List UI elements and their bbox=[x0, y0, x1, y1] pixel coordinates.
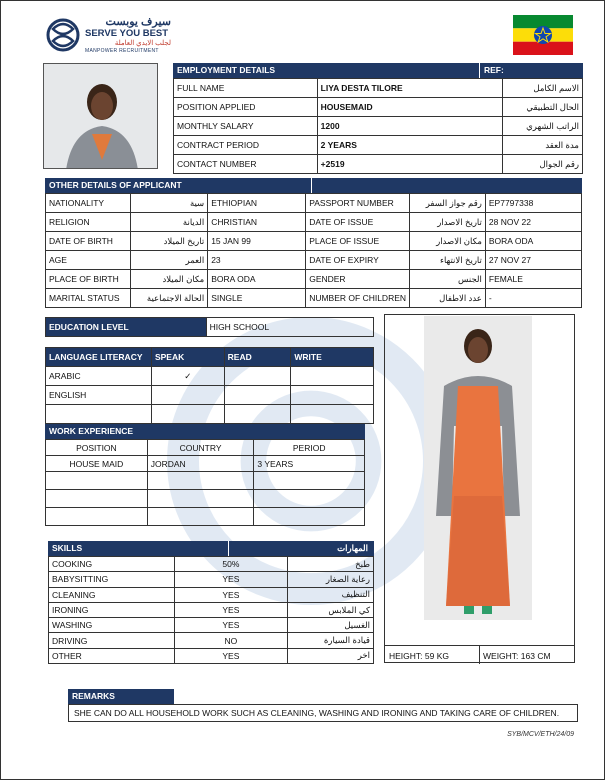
skills-table bbox=[48, 556, 374, 664]
work-experience-section bbox=[45, 424, 365, 526]
work-country: JORDAN bbox=[147, 456, 254, 472]
language-empty-row bbox=[46, 405, 374, 424]
logo-name: SERVE YOU BEST bbox=[85, 28, 169, 39]
empty-cell bbox=[147, 472, 254, 490]
skill-level: YES bbox=[174, 572, 288, 587]
other-details-row bbox=[46, 289, 582, 308]
skill-name: COOKING bbox=[49, 557, 175, 572]
skills-section bbox=[48, 541, 374, 664]
language-table bbox=[45, 347, 374, 424]
company-logo bbox=[45, 15, 175, 59]
employment-header-title: EMPLOYMENT DETAILS bbox=[177, 65, 276, 75]
detail-value: 15 JAN 99 bbox=[208, 232, 306, 251]
language-write bbox=[291, 367, 374, 386]
detail-value: BORA ODA bbox=[208, 270, 306, 289]
other-details-section bbox=[45, 178, 582, 308]
skill-name: DRIVING bbox=[49, 633, 175, 648]
language-name: ENGLISH bbox=[46, 386, 152, 405]
language-write bbox=[291, 386, 374, 405]
remarks-header: REMARKS bbox=[68, 689, 174, 704]
detail-value: CHRISTIAN bbox=[208, 213, 306, 232]
other-details-row bbox=[46, 232, 582, 251]
skill-arabic: التنظيف bbox=[288, 587, 374, 602]
employment-label: MONTHLY SALARY bbox=[174, 117, 318, 136]
detail-label: AGE bbox=[46, 251, 131, 270]
detail-arabic-label: تاريخ الاصدار bbox=[410, 213, 486, 232]
skill-name: CLEANING bbox=[49, 587, 175, 602]
detail-arabic-label: تاريخ الميلاد bbox=[131, 232, 208, 251]
detail-arabic-label: مكان الاصدار bbox=[410, 232, 486, 251]
detail-arabic-label: الديانة bbox=[131, 213, 208, 232]
detail-label: RELIGION bbox=[46, 213, 131, 232]
detail-value: 23 bbox=[208, 251, 306, 270]
employment-label: POSITION APPLIED bbox=[174, 98, 318, 117]
skill-row bbox=[49, 602, 374, 617]
language-column-header: LANGUAGE LITERACY bbox=[46, 348, 152, 367]
employment-value: 1200 bbox=[317, 117, 502, 136]
empty-cell bbox=[46, 472, 148, 490]
full-body-photo bbox=[424, 316, 532, 620]
skill-arabic: كي الملابس bbox=[288, 602, 374, 617]
education-label: EDUCATION LEVEL bbox=[46, 318, 207, 337]
language-name: ARABIC bbox=[46, 367, 152, 386]
education-table bbox=[45, 317, 374, 337]
language-read bbox=[224, 367, 291, 386]
employment-table bbox=[173, 78, 583, 174]
employment-row bbox=[174, 79, 583, 98]
language-column-header: SPEAK bbox=[151, 348, 224, 367]
skill-row bbox=[49, 572, 374, 587]
weight-value: WEIGHT: 163 CM bbox=[483, 651, 551, 661]
work-experience-table bbox=[45, 439, 365, 526]
language-row bbox=[46, 367, 374, 386]
skills-title: SKILLS bbox=[52, 543, 83, 553]
employment-label: CONTRACT PERIOD bbox=[174, 136, 318, 155]
other-details-table bbox=[45, 193, 582, 308]
language-read bbox=[224, 386, 291, 405]
employment-value: +2519 bbox=[317, 155, 502, 174]
detail-label: DATE OF ISSUE bbox=[306, 213, 410, 232]
work-column-header: POSITION bbox=[46, 440, 148, 456]
work-empty-row bbox=[46, 490, 365, 508]
empty-cell bbox=[46, 490, 148, 508]
language-speak bbox=[151, 386, 224, 405]
education-value: HIGH SCHOOL bbox=[206, 318, 373, 337]
ref-label: REF: bbox=[479, 63, 504, 78]
skill-name: BABYSITTING bbox=[49, 572, 175, 587]
skill-arabic: الغسيل bbox=[288, 618, 374, 633]
skill-level: YES bbox=[174, 587, 288, 602]
detail-label: PASSPORT NUMBER bbox=[306, 194, 410, 213]
work-experience-header: WORK EXPERIENCE bbox=[45, 424, 365, 439]
full-body-photo-panel bbox=[384, 314, 575, 663]
skill-level: 50% bbox=[174, 557, 288, 572]
language-speak: ✓ bbox=[151, 367, 224, 386]
skill-level: YES bbox=[174, 648, 288, 663]
skill-row bbox=[49, 633, 374, 648]
footer-code: SYB/MCV/ETH/24/09 bbox=[507, 731, 574, 738]
other-details-row bbox=[46, 213, 582, 232]
other-details-title: OTHER DETAILS OF APPLICANT bbox=[49, 180, 182, 190]
skills-title-arabic: المهارات bbox=[337, 543, 368, 553]
work-column-header: PERIOD bbox=[254, 440, 365, 456]
detail-value: FEMALE bbox=[485, 270, 581, 289]
employment-row bbox=[174, 117, 583, 136]
skill-level: YES bbox=[174, 602, 288, 617]
detail-arabic-label: الحالة الاجتماعية bbox=[131, 289, 208, 308]
detail-arabic-label: تاريخ الانتهاء bbox=[410, 251, 486, 270]
skill-level: NO bbox=[174, 633, 288, 648]
skill-name: WASHING bbox=[49, 618, 175, 633]
employment-label: CONTACT NUMBER bbox=[174, 155, 318, 174]
detail-label: PLACE OF BIRTH bbox=[46, 270, 131, 289]
detail-arabic-label: مكان الميلاد bbox=[131, 270, 208, 289]
detail-arabic-label: سية bbox=[131, 194, 208, 213]
portrait-photo bbox=[43, 63, 158, 169]
employment-row bbox=[174, 155, 583, 174]
employment-value: LIYA DESTA TILORE bbox=[317, 79, 502, 98]
employment-arabic-label: الراتب الشهري bbox=[503, 117, 583, 136]
empty-cell bbox=[224, 405, 291, 424]
skills-header bbox=[48, 541, 374, 556]
language-column-header: READ bbox=[224, 348, 291, 367]
detail-label: MARITAL STATUS bbox=[46, 289, 131, 308]
work-column-header: COUNTRY bbox=[147, 440, 254, 456]
other-details-row bbox=[46, 270, 582, 289]
employment-header bbox=[173, 63, 583, 78]
detail-value: SINGLE bbox=[208, 289, 306, 308]
detail-arabic-label: رقم جواز السفر bbox=[410, 194, 486, 213]
detail-label: DATE OF EXPIRY bbox=[306, 251, 410, 270]
other-details-header bbox=[45, 178, 582, 193]
detail-arabic-label: الجنس bbox=[410, 270, 486, 289]
work-empty-row bbox=[46, 508, 365, 526]
empty-cell bbox=[46, 508, 148, 526]
height-value: HEIGHT: 59 KG bbox=[389, 651, 449, 661]
language-column-header: WRITE bbox=[291, 348, 374, 367]
ethiopia-flag-icon bbox=[513, 15, 573, 55]
empty-cell bbox=[147, 508, 254, 526]
employment-row bbox=[174, 98, 583, 117]
work-row bbox=[46, 456, 365, 472]
skill-row bbox=[49, 618, 374, 633]
work-empty-row bbox=[46, 472, 365, 490]
skill-name: OTHER bbox=[49, 648, 175, 663]
logo-arabic: سيرف يوبست bbox=[105, 16, 171, 28]
empty-cell bbox=[46, 405, 152, 424]
detail-value: ETHIOPIAN bbox=[208, 194, 306, 213]
employment-row bbox=[174, 136, 583, 155]
empty-cell bbox=[254, 490, 365, 508]
knot-logo-icon bbox=[45, 15, 81, 55]
empty-cell bbox=[254, 508, 365, 526]
detail-value: 28 NOV 22 bbox=[485, 213, 581, 232]
detail-value: EP7797338 bbox=[485, 194, 581, 213]
employment-arabic-label: الاسم الكامل bbox=[503, 79, 583, 98]
language-row bbox=[46, 386, 374, 405]
skill-row bbox=[49, 587, 374, 602]
detail-label: NATIONALITY bbox=[46, 194, 131, 213]
other-details-row bbox=[46, 251, 582, 270]
employment-value: HOUSEMAID bbox=[317, 98, 502, 117]
employment-arabic-label: الحال التطبيقي bbox=[503, 98, 583, 117]
employment-arabic-label: مدة العقد bbox=[503, 136, 583, 155]
detail-label: NUMBER OF CHILDREN bbox=[306, 289, 410, 308]
logo-subtitle: MANPOWER RECRUITMENT bbox=[85, 48, 159, 54]
skill-level: YES bbox=[174, 618, 288, 633]
detail-value: BORA ODA bbox=[485, 232, 581, 251]
detail-value: 27 NOV 27 bbox=[485, 251, 581, 270]
skill-row bbox=[49, 648, 374, 663]
work-position: HOUSE MAID bbox=[46, 456, 148, 472]
employment-details-section bbox=[173, 63, 583, 174]
remarks-text: SHE CAN DO ALL HOUSEHOLD WORK SUCH AS CLEANING, WASHING AND IRONING AND TAKING CARE OF CHILDREN. bbox=[68, 704, 578, 722]
employment-label: FULL NAME bbox=[174, 79, 318, 98]
detail-label: PLACE OF ISSUE bbox=[306, 232, 410, 251]
detail-arabic-label: عدد الاطفال bbox=[410, 289, 486, 308]
detail-label: GENDER bbox=[306, 270, 410, 289]
detail-value: - bbox=[485, 289, 581, 308]
work-period: 3 YEARS bbox=[254, 456, 365, 472]
empty-cell bbox=[147, 490, 254, 508]
remarks-section bbox=[68, 689, 578, 722]
logo-arabic-sub: لجلب الايدي العاملة bbox=[114, 40, 171, 47]
empty-cell bbox=[151, 405, 224, 424]
skill-arabic: طبخ bbox=[288, 557, 374, 572]
employment-value: 2 YEARS bbox=[317, 136, 502, 155]
skill-arabic: رعاية الصغار bbox=[288, 572, 374, 587]
empty-cell bbox=[291, 405, 374, 424]
skill-row bbox=[49, 557, 374, 572]
body-measurements bbox=[385, 645, 574, 663]
skill-arabic: قيادة السيارة bbox=[288, 633, 374, 648]
detail-label: DATE OF BIRTH bbox=[46, 232, 131, 251]
skill-name: IRONING bbox=[49, 602, 175, 617]
skill-arabic: اخر bbox=[288, 648, 374, 663]
other-details-row bbox=[46, 194, 582, 213]
employment-arabic-label: رقم الجوال bbox=[503, 155, 583, 174]
detail-arabic-label: العمر bbox=[131, 251, 208, 270]
empty-cell bbox=[254, 472, 365, 490]
